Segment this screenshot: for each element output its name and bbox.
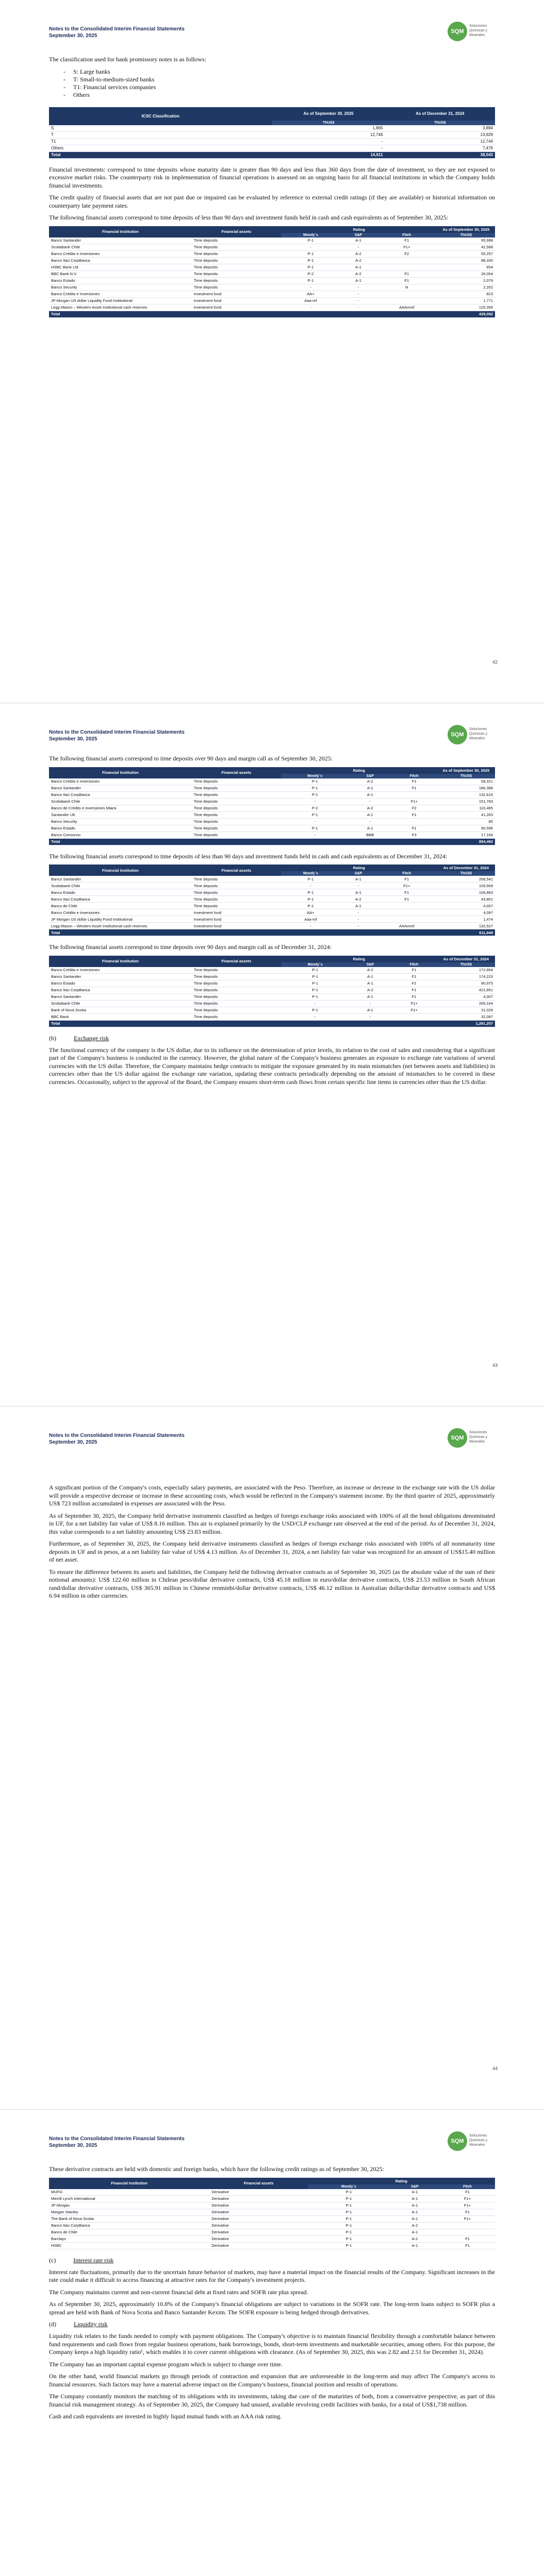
page-2: [0, 703, 544, 1406]
table-row: Banco Itaú CorpBanca Time deposits P-1 A-2 F1 421,851: [49, 987, 495, 993]
table-row: Banco Santander Time deposits P-1 A-1 F1 4,007: [49, 993, 495, 1000]
table-row: Others - 7,476: [49, 145, 495, 151]
table-row: Bank of Nova Scotia Time deposits P-1 A-1 F1+ 31,029: [49, 1007, 495, 1013]
table-row: Banco Consorcio Time deposits - BBB F3 17,164: [49, 832, 495, 838]
list-item: - T: Small-to-medium-sized banks: [63, 76, 495, 83]
paragraph: The following financial assets correspond to time deposits of less than 90 days and investment funds held in cash and cash equivalents as of September 30, 2025:: [49, 214, 449, 221]
company-logo: SQM Soluciones Químicas y Minerales: [448, 1427, 499, 1449]
table-row: Scotiabank Chile Time deposits - - F1+ 109,569: [49, 883, 495, 889]
table-row: JP Morgan US dollar Liquidity Fund Institutional Investment fund Aaa-mf - 1,474: [49, 916, 495, 923]
table-row: T1 - 12,744: [49, 138, 495, 145]
table-row: Banco Security Time deposits - - N 2,202: [49, 284, 495, 291]
page-number: 44: [492, 2066, 498, 2071]
paragraph: The classification used for bank promissory notes is as follows:: [49, 56, 206, 63]
derivatives-ratings-table: Financial Institution Financial assets Rating Moody´s S&P Fitch MUFG Derivative P-1 A-1 F1 Merrill Lynch International Derivative P-1 A-1 F1+ JP Morgan Derivative P-1 A-1 F1+ Morgan Stanley Derivative P-1 A-1 F1 The Bank of Nova Scotia Derivative P-1 A-1 F1+ Banco Itaú CorpBanca Derivative P-1 A-2 Banco de Chile Derivative P-1 A-1 Barclays Derivative P-1 A-2 F1 HSBC Derivative P-1 A-1 F1: [49, 2178, 495, 2249]
table-row: Scotiabank Chile Time deposits - - F1+ 269,164: [49, 1000, 495, 1007]
table-row: HSBC Derivative P-1 A-1 F1: [49, 2242, 495, 2249]
table-row: Banco Estado Time deposits P-1 A-1 F1 2,079: [49, 277, 495, 284]
paragraph: The following financial assets correspond to time deposits over 90 days and margin call as of September 30, 2025:: [49, 755, 333, 762]
table-row: The Bank of Nova Scotia Derivative P-1 A-1 F1+: [49, 2215, 495, 2222]
table-row: S 1,865 3,894: [49, 125, 495, 132]
paragraph: The functional currency of the company is the US dollar, due to its influence on the determination of price levels, its relation to the cost of sales and considering that a significant part of the Company's business is conducted in the currency. However, the global nature of the Company's business generates an exposure to exchange rate variations of several currencies with the US dollar. Therefore, the Company maintains hedge contracts to mitigate the exposure generated by its main mismatches (net between assets and liabilities) in currencies other than the US dollar against the exchange rate variation, updating these contracts periodically depending on the amount of mismatches to be covered in these currencies. Occasionally, subject to the approval of the Board, the Company ensures short-term cash flows from certain specific line items in currencies other than the US dollar.: [49, 1046, 495, 1086]
table-row: BBC Bank N.V. Time deposits P-2 A-2 F1 26,054: [49, 270, 495, 277]
paragraph: Interest rate fluctuations, primarily due to the uncertain future behavior of markets, may have a material impact on the financial results of the Company. Significant increases in the rate could make it difficult to access financing at attractive rates for the Company's investment projects.: [49, 2268, 495, 2283]
table-row: Banco Itaú CorpBanca Derivative P-1 A-2: [49, 2222, 495, 2229]
table-row: Banco de Chile Derivative P-1 A-1: [49, 2229, 495, 2235]
table-row: Banco Santander Time deposits P-1 A-1 F1 174,223: [49, 973, 495, 980]
time-deposits-table: Financial Institution Financial assets Rating As of September 30, 2025 Moody´s S&P Fitch ThUS$ Banco Crédito e Inversiones Time deposits P-1 A-2 F1 58,321 Banco Santander Time deposits P-1 A-1 F1 186,388 Banco Itaú CorpBanca Time deposits P-1 A-1 132,616 Scotiabank Chile Time deposits - - F1+ 151,783 Banco de Crédito e Inversiones Miami Time deposits P-2 A-2 F2 110,465 Santander UK Time deposits P-1 A-1 F1 41,263 Banco Security Time deposits - - 80 Banco Estado Time deposits P-1 A-1 F1 90,596 Banco Consorcio Time deposits - BBB F3 17,164 Total 894,492: [49, 767, 495, 845]
paragraph: Financial investments: correspond to time deposits whose maturity date is greater than 90 days and less than 360 days from the date of investment, so they are not exposed to excessive market risks. The counterparty risk in implementation of financial operations is assessed on an ongoing basis for all financial institutions in which the Company holds financial investments.: [49, 165, 495, 189]
table-row: Banco Estado Time deposits P-1 A-1 F1 90,596: [49, 825, 495, 832]
table-row: HSBC Bank Ltd. Time deposits P-1 A-1 654: [49, 264, 495, 270]
time-deposits-table: Financial Institution Financial assets Rating As of December 31, 2024 Moody´s S&P Fitch ThUS$ Banco Crédito e Inversiones Time deposits P-1 A-2 F1 172,664 Banco Santander Time deposits P-1 A-1 F1 174,223 Banco Estado Time deposits P-1 A-1 F2 90,975 Banco Itaú CorpBanca Time deposits P-1 A-2 F1 421,851 Banco Santander Time deposits P-1 A-1 F1 4,007 Scotiabank Chile Time deposits - - F1+ 269,164 Bank of Nova Scotia Time deposits P-1 A-1 F1+ 31,029 BBC Bank Time deposits - - 32,087 Total 1,291,257: [49, 956, 495, 1027]
table-row: Scotiabank Chile Time deposits - - F1+ 42,568: [49, 244, 495, 250]
page-header: Notes to the Consolidated Interim Financial Statements September 30, 2025: [49, 2136, 185, 2148]
page-number: 42: [492, 659, 498, 665]
company-logo: SQM Soluciones Químicas y Minerales: [448, 2130, 499, 2152]
page-4: [0, 2110, 544, 2576]
table-row: Banco Security Time deposits - - 80: [49, 818, 495, 825]
table-row: Banco Crédito e Inversiones Time deposits P-1 A-2 F1 58,321: [49, 778, 495, 785]
table-row: Banco Estado Time deposits P-1 A-1 F1 109,883: [49, 889, 495, 896]
table-row: Santander UK Time deposits P-1 A-1 F1 41,263: [49, 811, 495, 818]
table-total-row: Total 611,949: [49, 929, 495, 936]
table-total-row: Total 894,492: [49, 838, 495, 845]
table-total-row: Total 1,291,257: [49, 1020, 495, 1027]
table-row: Banco Santander Time deposits P-1 A-1 F1 186,388: [49, 785, 495, 791]
page-header: Notes to the Consolidated Interim Financial Statements September 30, 2025: [49, 1433, 185, 1445]
table-row: Banco Crédito e Inversiones Time deposits P-1 A-2 F1 172,664: [49, 967, 495, 974]
page-number: 43: [492, 1363, 498, 1368]
paragraph: The following financial assets correspond to time deposits over 90 days and margin call as of December 31, 2024:: [49, 943, 332, 951]
table-row: JP Morgan Derivative P-1 A-1 F1+: [49, 2202, 495, 2209]
table-row: Banco Itaú CorpBanca Time deposits P-1 A-2 F1 43,851: [49, 896, 495, 903]
section-heading: (c) Interest rate risk: [49, 2256, 114, 2264]
paragraph: The following financial assets correspond to time deposits of less than 90 days and investment funds held in cash and cash equivalents as of December 31, 2024:: [49, 852, 448, 860]
paragraph: Furthermore, as of September 30, 2025, the Company held derivative instruments classified as hedges of foreign exchange risks associated with 100% of all nonmaturity time deposits in UF and in pesos, at a net liability fair value of US$ 4.13 million. As of December 31, 2024, a net liability fair value was recognized for an amount of US$15.40 million of net asset.: [49, 1540, 495, 1563]
table-row: Banco Santander Time deposits P-1 A-1 F1 206,541: [49, 876, 495, 883]
page-header: Notes to the Consolidated Interim Financial Statements September 30, 2025: [49, 26, 185, 39]
section-heading: (b) Exchange risk: [49, 1034, 109, 1042]
table-row: BBC Bank Time deposits - - 32,087: [49, 1013, 495, 1020]
table-row: JP Morgan US dollar Liquidity Fund Institutional Investment fund Aaa-mf - 1,771: [49, 297, 495, 304]
section-heading: (d) Liquidity risk: [49, 2320, 108, 2328]
paragraph: These derivative contracts are held with domestic and foreign banks, which have the following credit ratings as of September 30, 2025:: [49, 2165, 384, 2173]
paragraph: A significant portion of the Company's costs, especially salary payments, are associated with the Peso. Therefore, an increase or decrease in the exchange rate with the US dollar will provide a respective decrease or increase in these accounting costs, which would be reflected in the Company's statement income. By the third quarter of 2025, approximately US$ 723 million accumulated in expenses are associated with the Peso.: [49, 1484, 495, 1507]
table-row: T 12,746 13,929: [49, 131, 495, 138]
classification-list: [63, 68, 495, 99]
table-row: Banco Itaú CorpBanca Time deposits P-1 A-1 132,616: [49, 791, 495, 798]
page-3: [0, 1406, 544, 2110]
list-item: - Others: [63, 91, 495, 99]
table-row: Banco Itaú CorpBanca Time deposits P-1 A-2 88,330: [49, 257, 495, 264]
paragraph: The Company constantly monitors the matching of its obligations with its investments, taking due care of the maturities of both, from a conservative perspective, as part of this financial risk management strategy. As of September 30, 2025, the Company had unused, available revolving credit facilities with banks, for a total of US$1,738 million.: [49, 2393, 495, 2408]
time-deposits-table: Financial Institution Financial assets Rating As of December 31, 2024 Moody´s S&P Fitch ThUS$ Banco Santander Time deposits P-1 A-1 F1 206,541 Scotiabank Chile Time deposits - - F1+ 109,569 Banco Estado Time deposits P-1 A-1 F1 109,883 Banco Itaú CorpBanca Time deposits P-1 A-2 F1 43,851 Banco de Chile Time deposits P-1 A-1 4,007 Banco Crédito e Inversiones Investment fund AA+ - 4,097 JP Morgan US dollar Liquidity Fund Institutional Investment fund Aaa-mf - 1,474 Legg Mason – Western Asset Institutional cash reserves Investment fund - - AAAmmf 132,527 Total 611,949: [49, 865, 495, 936]
paragraph: The Company maintains current and non-current financial debt at fixed rates and SOFR rate plus spread.: [49, 2288, 308, 2296]
paragraph: Liquidity risk relates to the funds needed to comply with payment obligations. The Company's objective is to maintain financial flexibility through a comfortable balance between fund requirements and cash flows from regular business operations, bank borrowings, bonds, short-term investments and marketable securities, among others. For this purpose, the Company keeps a high liquidity ratio¹, which enables it to cover current obligations with clearance. (As of September 30, 2025, this was 2.82 and 2.51 for December 31, 2024).: [49, 2332, 495, 2355]
table-row: Banco Crédito e Inversiones Investment fund AA+ - 4,097: [49, 909, 495, 916]
paragraph: On the other hand, world financial markets go through periods of contraction and expansion that are unforeseeable in the long-term and may affect The Company's access to financial resources. Such factors may have a material adverse impact on the Company's business, financial position and results of operations.: [49, 2372, 495, 2388]
company-logo: SQM Soluciones Químicas y Minerales: [448, 21, 499, 42]
table-row: Legg Mason – Western Asset Institutional cash reserves Investment fund - - AAAmmf 125,356: [49, 304, 495, 311]
paragraph: Cash and cash equivalents are invested in highly liquid mutual funds with an AAA risk rating.: [49, 2413, 282, 2420]
table-row: Banco Crédito e Inversiones Investment fund AA+ - 823: [49, 291, 495, 297]
page-header: Notes to the Consolidated Interim Financial Statements September 30, 2025: [49, 730, 185, 742]
table-row: Morgan Stanley Derivative P-1 A-1 F1: [49, 2209, 495, 2215]
table-row: Scotiabank Chile Time deposits - - F1+ 151,783: [49, 798, 495, 805]
table-row: Banco de Chile Time deposits P-1 A-1 4,007: [49, 903, 495, 909]
table-row: Merrill Lynch International Derivative P-1 A-1 F1+: [49, 2195, 495, 2202]
table-row: Banco Santander Time deposits P-1 A-1 F1 95,998: [49, 238, 495, 244]
table-row: MUFG Derivative P-1 A-1 F1: [49, 2189, 495, 2196]
table-row: Banco de Crédito e Inversiones Miami Time deposits P-2 A-2 F2 110,465: [49, 805, 495, 811]
paragraph: As of September 30, 2025, approximately 10.8% of the Company's financial obligations are subject to variations in the SOFR rate. The long-term loans subject to SOFR plus a spread are held with Bank of Nova Scotia and Banco Santander Kexim. The SOFR exposure is being hedged through derivatives.: [49, 2300, 495, 2316]
table-total-row: Total 439,092: [49, 311, 495, 317]
table-row: Legg Mason – Western Asset Institutional cash reserves Investment fund - - AAAmmf 132,527: [49, 923, 495, 929]
list-item: - T1: Financial services companies: [63, 83, 495, 91]
table-total-row: Total 14,611 38,043: [49, 151, 495, 158]
paragraph: As of September 30, 2025, the Company held derivative instruments classified as hedges of foreign exchange risks associated with 100% of all the bond obligations denominated in UF, for a net liability fair value of US$ 8.16 million. This air is explained primarily by the USD/CLP exchange rate observed at the end of the period. As of December 31, 2024, this value corresponds to a net liability amounting US$ 23.83 million.: [49, 1512, 495, 1535]
table-row: Banco Crédito e Inversiones Time deposits P-1 A-2 F2 55,257: [49, 250, 495, 257]
company-logo: SQM Soluciones Químicas y Minerales: [448, 724, 499, 745]
time-deposits-table: Financial Institution Financial assets Rating As of September 30, 2025 Moody´s S&P Fitch ThUS$ Banco Santander Time deposits P-1 A-1 F1 95,998 Scotiabank Chile Time deposits - - F1+ 42,568 Banco Crédito e Inversiones Time deposits P-1 A-2 F2 55,257 Banco Itaú CorpBanca Time deposits P-1 A-2 88,330 HSBC Bank Ltd. Time deposits P-1 A-1 654 BBC Bank N.V. Time deposits P-2 A-2 F1 26,054 Banco Estado Time deposits P-1 A-1 F1 2,079 Banco Security Time deposits - - N 2,202 Banco Crédito e Inversiones Investment fund AA+ - 823 JP Morgan US dollar Liquidity Fund Institutional Investment fund Aaa-mf - 1,771 Legg Mason – Western Asset Institutional cash reserves Investment fund - - AAAmmf 125,356 Total 439,092: [49, 226, 495, 318]
paragraph: The Company has an important capital expense program which is subject to change over time.: [49, 2360, 283, 2368]
table-row: Banco Estado Time deposits P-1 A-1 F2 90,975: [49, 980, 495, 987]
icsc-table: ICSC Classification As of September 30, 2025 As of December 31, 2024 ThUS$ ThUS$ S 1,865 3,894 T 12,746 13,929 T1 - 12,744 Others - 7,476 Total 14,611 38,043: [49, 107, 495, 159]
list-item: - S: Large banks: [63, 68, 495, 76]
page-1: [0, 0, 544, 703]
paragraph: The credit quality of financial assets that are not past due or impaired can be evaluated by reference to external credit ratings (if they are available) or historical information on counterparty late payment rates.: [49, 194, 495, 209]
paragraph: To ensure the difference between its assets and liabilities, the Company held the following derivative contracts as of September 30, 2025 (as the absolute value of the sum of their notional amounts): US$ 122.60 million in Chilean peso/dollar derivative contracts, US$ 45.18 million in euro/dollar derivative contracts, US$ 23.53 million in South African rand/dollar derivative contracts, US$ 365.91 million in Chinese renminbi/dollar derivative contracts, US$ 46.12 million in Australian dollar/dollar derivative contracts and US$ 6.94 million in other currencies.: [49, 1568, 495, 1599]
table-row: Barclays Derivative P-1 A-2 F1: [49, 2235, 495, 2242]
